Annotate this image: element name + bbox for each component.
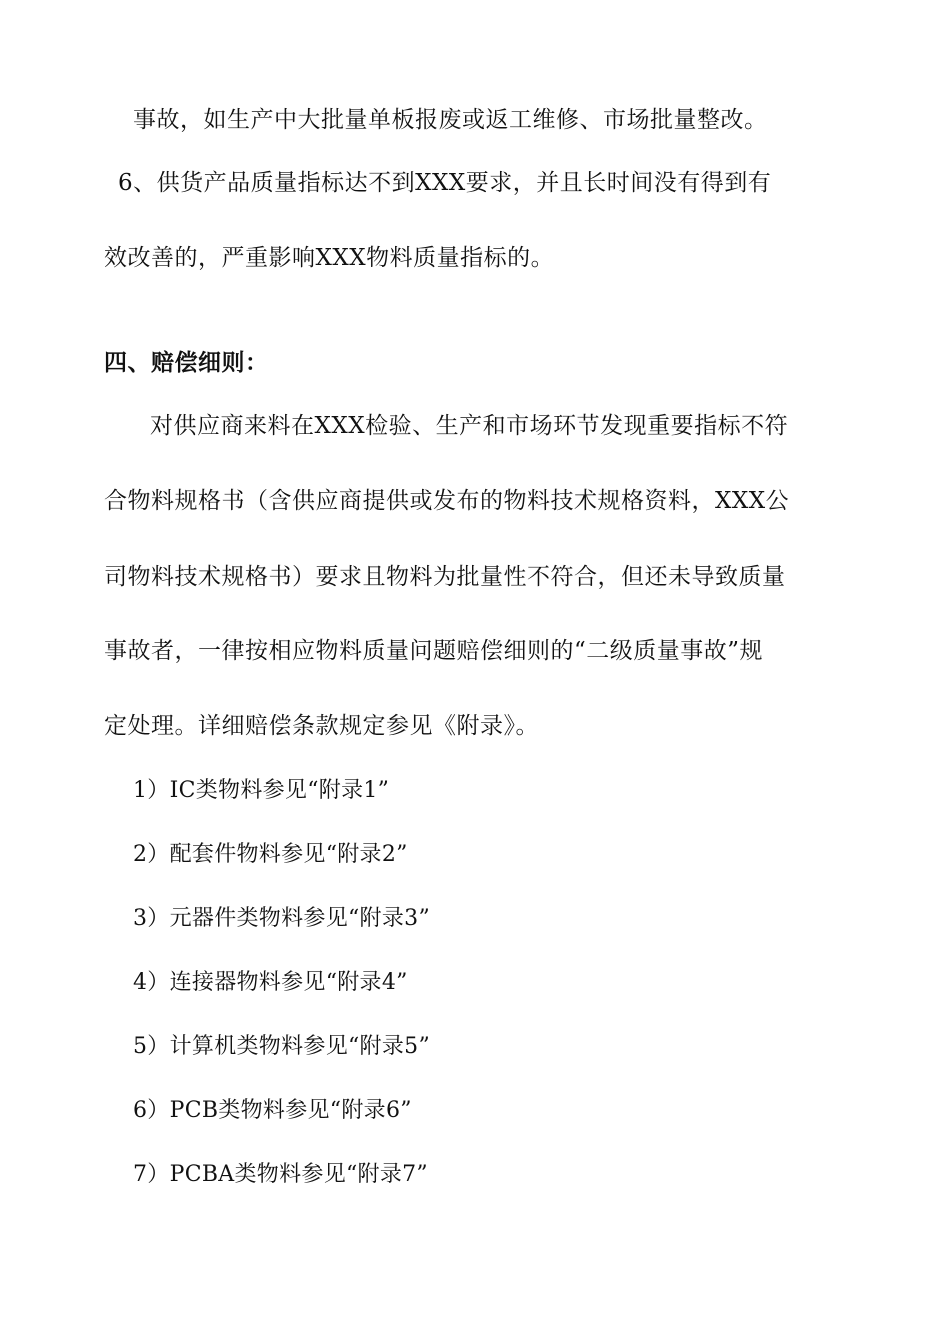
paragraph-line: 对供应商来料在XXX检验、生产和市场环节发现重要指标不符 bbox=[150, 413, 789, 439]
list-item: 5）计算机类物料参见“附录5” bbox=[133, 1034, 430, 1059]
text-line: 事故，如生产中大批量单板报废或返工维修、市场批量整改。 bbox=[133, 107, 768, 133]
list-item: 6）PCB类物料参见“附录6” bbox=[133, 1098, 412, 1123]
list-item: 4）连接器物料参见“附录4” bbox=[133, 970, 408, 995]
paragraph-line: 司物料技术规格书）要求且物料为批量性不符合，但还未导致质量 bbox=[104, 564, 786, 590]
list-item: 2）配套件物料参见“附录2” bbox=[133, 842, 408, 867]
text-line: 效改善的，严重影响XXX物料质量指标的。 bbox=[104, 245, 555, 271]
text-line: 6、供货产品质量指标达不到XXX要求，并且长时间没有得到有 bbox=[118, 170, 772, 196]
paragraph-line: 合物料规格书（含供应商提供或发布的物料技术规格资料，XXX公 bbox=[104, 488, 790, 514]
list-item: 7）PCBA类物料参见“附录7” bbox=[133, 1162, 428, 1187]
section-heading: 四、赔偿细则： bbox=[104, 350, 269, 376]
paragraph-line: 事故者，一律按相应物料质量问题赔偿细则的“二级质量事故”规 bbox=[104, 638, 764, 664]
list-item: 3）元器件类物料参见“附录3” bbox=[133, 906, 430, 931]
paragraph-line: 定处理。详细赔偿条款规定参见《附录》。 bbox=[104, 713, 539, 739]
list-item: 1）IC类物料参见“附录1” bbox=[133, 778, 390, 803]
